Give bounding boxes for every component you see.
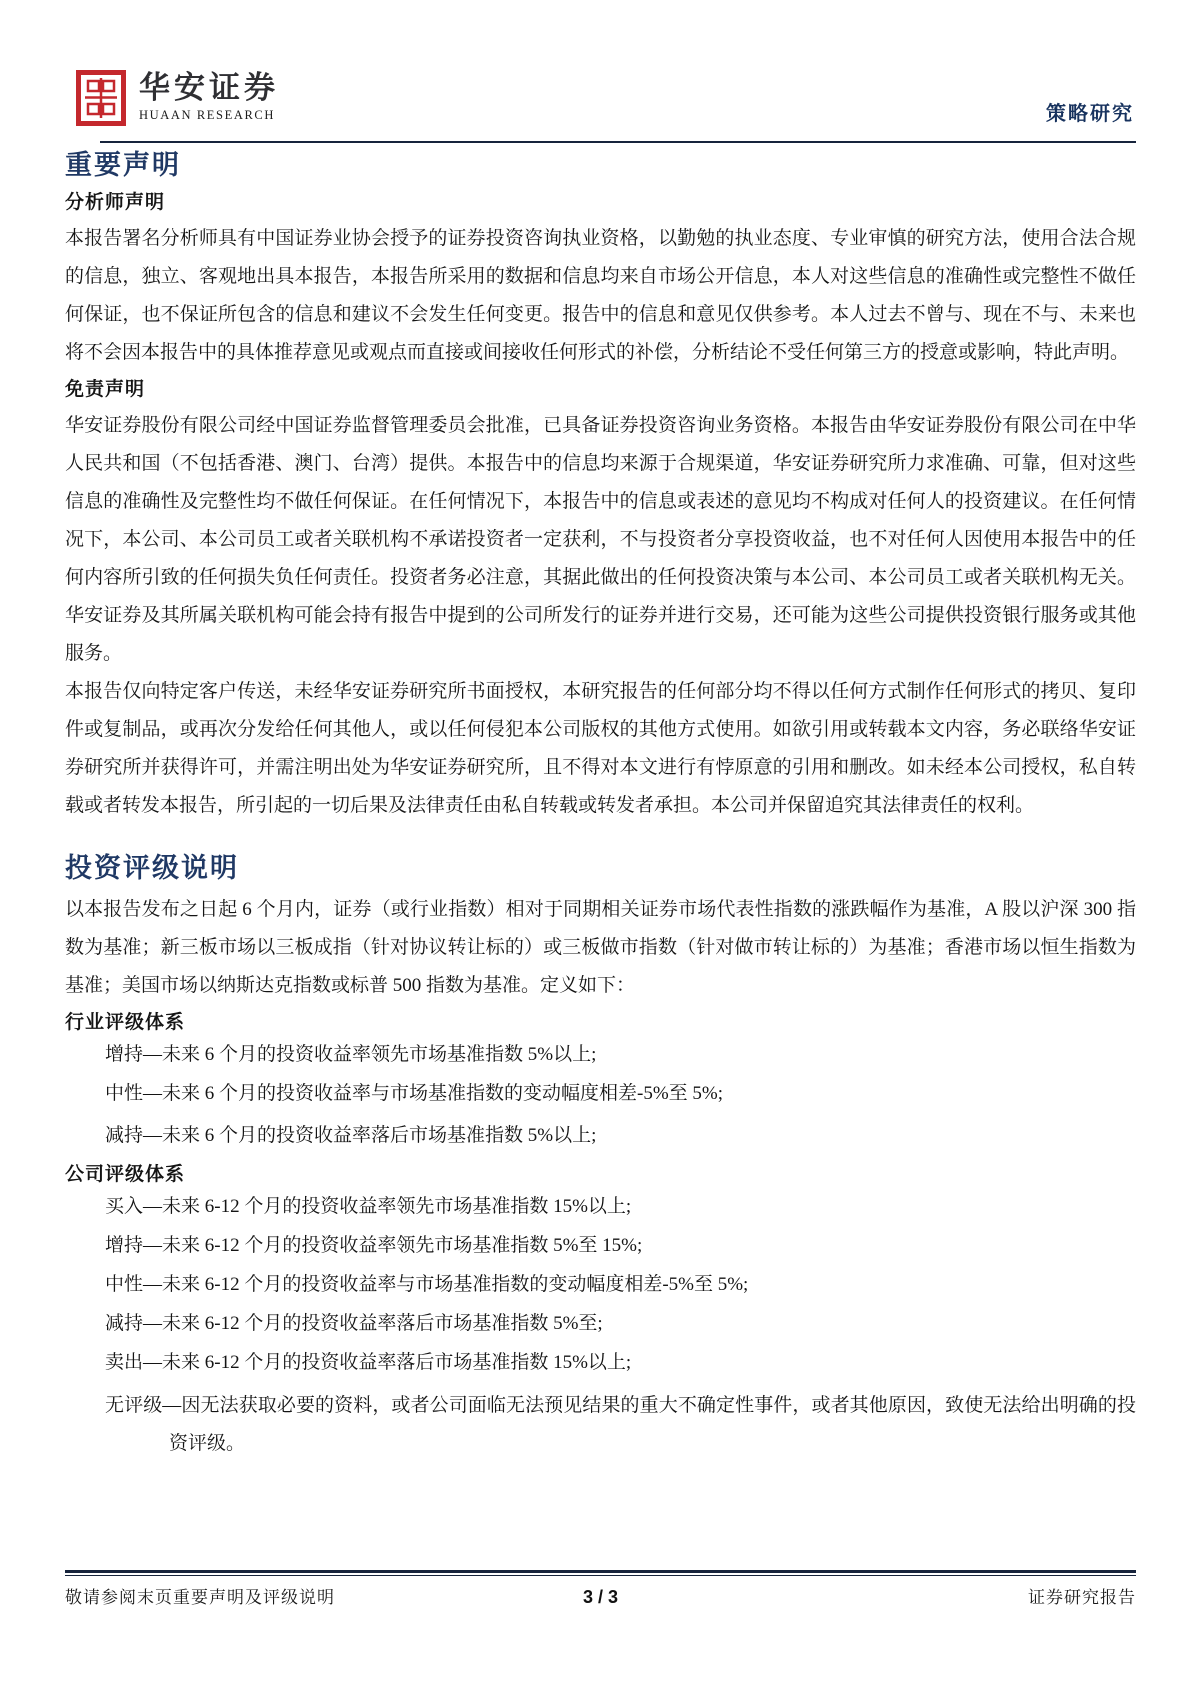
brand-name-cn: 华安证券 [139, 70, 279, 105]
brand-name-en: HUAAN RESEARCH [139, 108, 275, 122]
disclaimer-body-1: 华安证券股份有限公司经中国证券监督管理委员会批准，已具备证券投资咨询业务资格。本报告由华安证券股份有限公司在中华人民共和国（不包括香港、澳门、台湾）提供。本报告中的信息均来源于合规渠道，华安证券研究所力求准确、可靠，但对这些信息的准确性及完整性均不做任何保证。在任何情况下，本报告中的信息或表述的意见均不构成对任何人的投资建议。在任何情况下，本公司、本公司员工或者关联机构不承诺投资者一定获利，不与投资者分享投资收益，也不对任何人因使用本报告中的任何内容所引致的任何损失负任何责任。投资者务必注意，其据此做出的任何投资决策与本公司、本公司员工或者关联机构无关。华安证券及其所属关联机构可能会持有报告中提到的公司所发行的证券并进行交易，还可能为这些公司提供投资银行服务或其他服务。 [65, 415, 1136, 664]
huaan-seal-icon [76, 70, 126, 126]
page-number: 3 / 3 [582, 1587, 619, 1607]
footer-report-type: 证券研究报告 [1028, 1588, 1136, 1607]
footer-divider-thick [65, 1570, 1136, 1573]
important-statement-title: 重要声明 [65, 150, 181, 180]
brand-text [139, 70, 279, 123]
analyst-statement-body: 本报告署名分析师具有中国证券业协会授予的证券投资咨询执业资格，以勤勉的执业态度、专业审慎的研究方法，使用合法合规的信息，独立、客观地出具本报告，本报告所采用的数据和信息均来自市场公开信息，本人对这些信息的准确性或完整性不做任何保证，也不保证所包含的信息和建议不会发生任何变更。报告中的信息和意见仅供参考。本人过去不曾与、现在不与、未来也将不会因本报告中的具体推荐意见或观点而直接或间接收任何形式的补偿，分析结论不受任何第三方的授意或影响，特此声明。 [65, 228, 1136, 363]
page-footer [65, 1583, 1136, 1608]
footer-divider-thin [65, 1575, 1136, 1576]
company-rating-item: 增持—未来 6-12 个月的投资收益率领先市场基准指数 5%至 15%; [105, 1235, 643, 1256]
disclaimer-heading: 免责声明 [65, 379, 146, 400]
page-content [65, 148, 1136, 1463]
section-spacer [65, 825, 1136, 851]
industry-rating-item: 中性—未来 6 个月的投资收益率与市场基准指数的变动幅度相差-5%至 5%; [105, 1083, 724, 1104]
industry-rating-heading: 行业评级体系 [65, 1012, 186, 1033]
company-rating-item: 中性—未来 6-12 个月的投资收益率与市场基准指数的变动幅度相差-5%至 5%; [105, 1274, 749, 1295]
company-rating-item: 减持—未来 6-12 个月的投资收益率落后市场基准指数 5%至; [105, 1313, 603, 1334]
report-category-label: 策略研究 [1046, 103, 1134, 125]
industry-rating-item: 减持—未来 6 个月的投资收益率落后市场基准指数 5%以上; [105, 1125, 597, 1146]
industry-rating-item: 增持—未来 6 个月的投资收益率领先市场基准指数 5%以上; [105, 1044, 597, 1065]
company-rating-item: 买入—未来 6-12 个月的投资收益率领先市场基准指数 15%以上; [105, 1196, 632, 1217]
analyst-statement-heading: 分析师声明 [65, 192, 166, 213]
company-rating-heading: 公司评级体系 [65, 1164, 186, 1185]
company-rating-item-no-rating: 无评级—因无法获取必要的资料，或者公司面临无法预见结果的重大不确定性事件，或者其他原因，致使无法给出明确的投资评级。 [105, 1395, 1136, 1454]
header-divider [100, 141, 1136, 143]
rating-intro: 以本报告发布之日起 6 个月内，证券（或行业指数）相对于同期相关证券市场代表性指数的涨跌幅作为基准，A 股以沪深 300 指数为基准；新三板市场以三板成指（针对协议转让标的）或三板做市指数（针对做市转让标的）为基准；香港市场以恒生指数为基准；美国市场以纳斯达克指数或标普 500 指数为基准。定义如下： [65, 899, 1136, 996]
footer-disclaimer-note: 敬请参阅末页重要声明及评级说明 [65, 1588, 335, 1607]
disclaimer-body-2: 本报告仅向特定客户传送，未经华安证券研究所书面授权，本研究报告的任何部分均不得以任何方式制作任何形式的拷贝、复印件或复制品，或再次分发给任何其他人，或以任何侵犯本公司版权的其他方式使用。如欲引用或转载本文内容，务必联络华安证券研究所并获得许可，并需注明出处为华安证券研究所，且不得对本文进行有悖原意的引用和删改。如未经本公司授权，私自转载或者转发本报告，所引起的一切后果及法律责任由私自转载或转发者承担。本公司并保留追究其法律责任的权利。 [65, 681, 1136, 816]
company-rating-item: 卖出—未来 6-12 个月的投资收益率落后市场基准指数 15%以上; [105, 1352, 632, 1373]
rating-section-title: 投资评级说明 [65, 853, 239, 883]
brand-logo [76, 70, 279, 126]
